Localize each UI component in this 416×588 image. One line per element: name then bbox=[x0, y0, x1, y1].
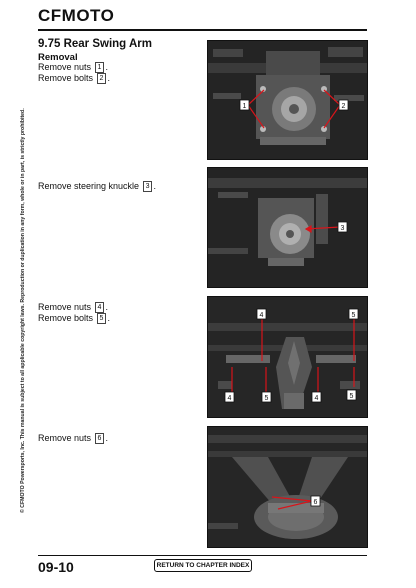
callout-box: 6 bbox=[95, 433, 105, 444]
step-remove-nuts-6: Remove nuts 6 . bbox=[38, 433, 108, 443]
step-text: Remove steering knuckle bbox=[38, 181, 140, 191]
brand-logo: CFMOTO bbox=[38, 6, 115, 25]
figure-arm-nuts-bolts bbox=[207, 296, 368, 418]
callout-box: 5 bbox=[97, 313, 107, 324]
section-title: 9.75 Rear Swing Arm bbox=[38, 38, 152, 50]
callout-box: 2 bbox=[97, 73, 107, 84]
return-to-chapter-index-button[interactable]: RETURN TO CHAPTER INDEX bbox=[154, 559, 252, 572]
figure-label: 1 bbox=[242, 103, 247, 110]
copyright-notice: © CFMOTO Powersports, Inc. This manual is subject to all applicable copyright laws. Reproduction or duplication in any form, whole or in part, is strictly prohibited. bbox=[20, 108, 26, 513]
step-text: Remove bolts bbox=[38, 313, 94, 323]
figure-label: 5 bbox=[264, 395, 269, 402]
step-remove-knuckle-3: Remove steering knuckle 3 . bbox=[38, 181, 156, 191]
removal-heading: Removal bbox=[38, 52, 78, 63]
figure-label: 3 bbox=[340, 225, 345, 232]
callout-box: 4 bbox=[95, 302, 105, 313]
step-remove-bolts-2: Remove bolts 2 . bbox=[38, 73, 110, 83]
figure-arm-nuts-6 bbox=[207, 426, 368, 548]
step-text: Remove bolts bbox=[38, 73, 94, 83]
step-remove-nuts-1: Remove nuts 1 . bbox=[38, 62, 108, 72]
figure-swing-arm-nuts-bolts bbox=[207, 40, 368, 160]
header-rule bbox=[38, 29, 367, 31]
figure-steering-knuckle bbox=[207, 167, 368, 288]
page-number: 09-10 bbox=[38, 559, 74, 575]
figure-label: 5 bbox=[349, 393, 354, 400]
step-text: Remove nuts bbox=[38, 433, 92, 443]
step-remove-nuts-4: Remove nuts 4 . bbox=[38, 302, 108, 312]
step-text: Remove nuts bbox=[38, 62, 92, 72]
figure-label: 4 bbox=[259, 312, 264, 319]
footer-rule bbox=[38, 555, 367, 556]
step-remove-bolts-5: Remove bolts 5 . bbox=[38, 313, 110, 323]
figure-label: 4 bbox=[314, 395, 319, 402]
figure-label: 5 bbox=[351, 312, 356, 319]
step-text: Remove nuts bbox=[38, 302, 92, 312]
callout-box: 1 bbox=[95, 62, 105, 73]
figure-label: 6 bbox=[313, 499, 318, 506]
callout-box: 3 bbox=[143, 181, 153, 192]
figure-label: 2 bbox=[341, 103, 346, 110]
figure-label: 4 bbox=[227, 395, 232, 402]
